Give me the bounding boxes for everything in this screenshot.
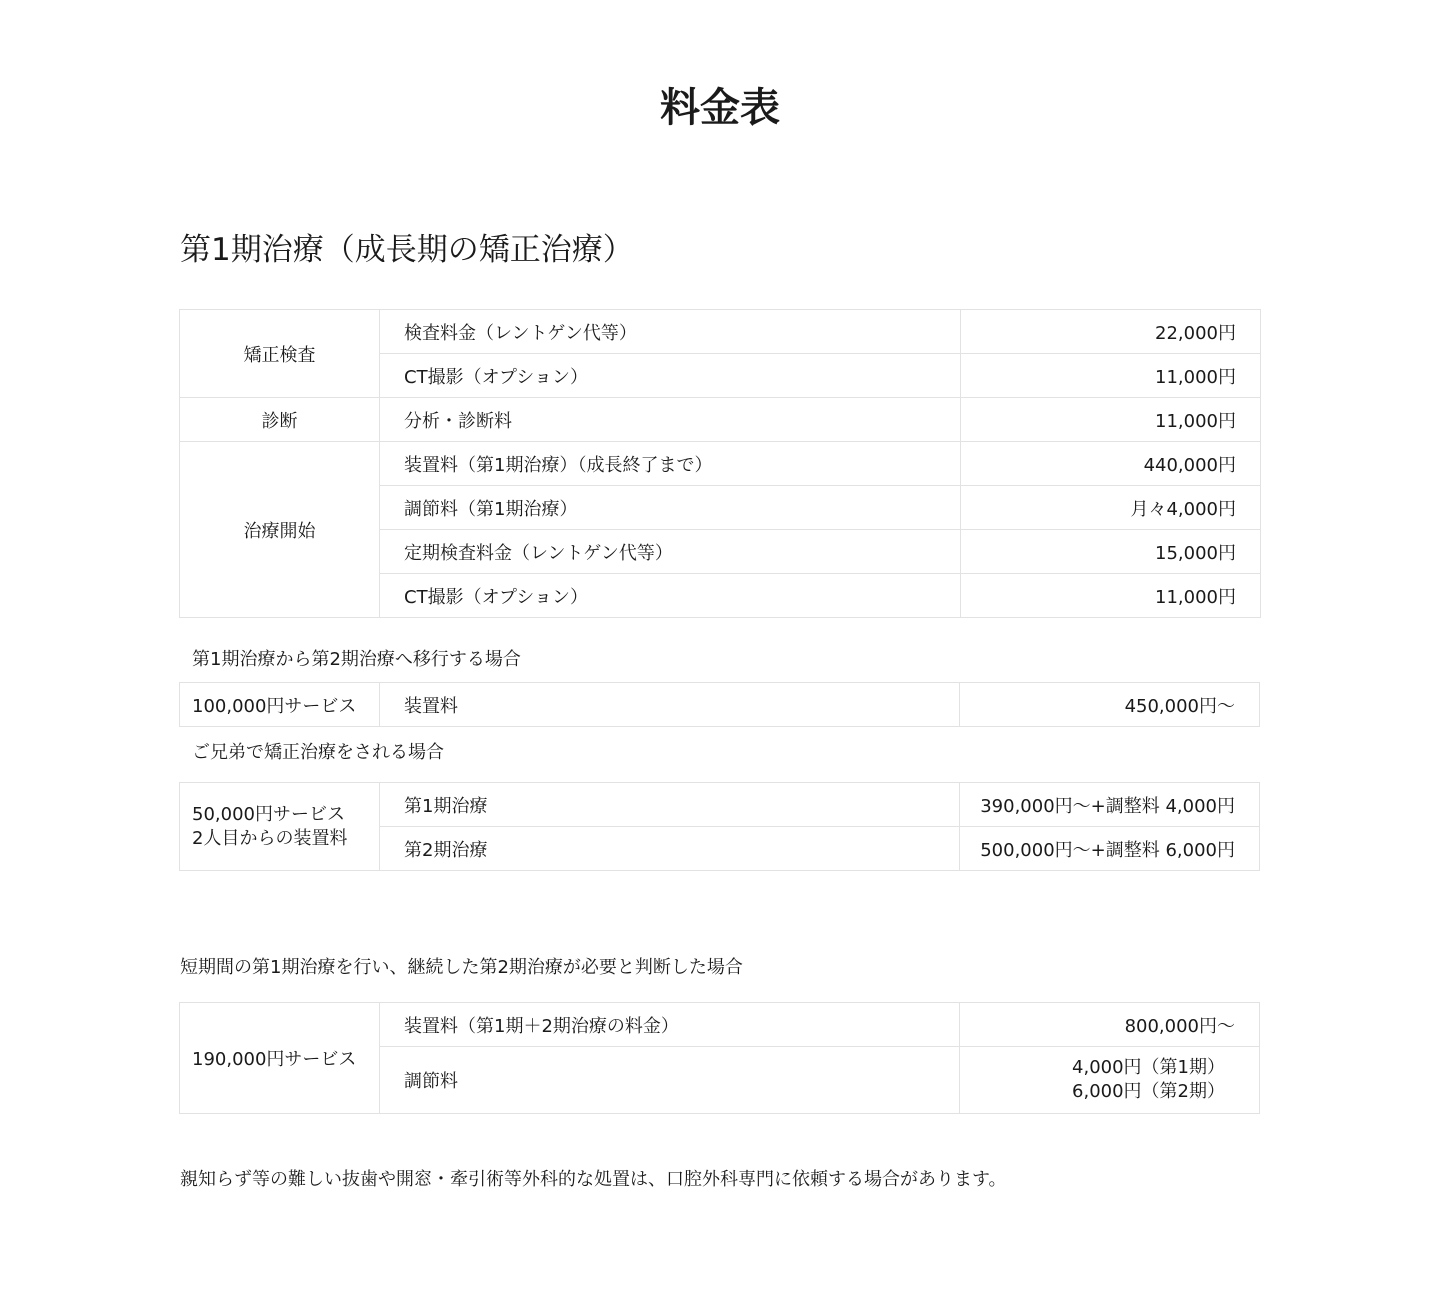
section-title: 第1期治療（成長期の矯正治療） <box>180 232 634 268</box>
price-cell: 390,000円〜+調整料 4,000円 <box>960 783 1260 827</box>
item-cell: 装置料 <box>380 683 960 727</box>
price-cell: 440,000円 <box>961 442 1261 486</box>
price-cell: 15,000円 <box>961 530 1261 574</box>
price-cell: 22,000円 <box>961 310 1261 354</box>
price-cell: 500,000円〜+調整料 6,000円 <box>960 827 1260 871</box>
category-cell: 診断 <box>180 398 380 442</box>
table-row <box>180 442 1261 486</box>
price-cell: 11,000円 <box>961 354 1261 398</box>
price-cell: 11,000円 <box>961 398 1261 442</box>
price-cell: 11,000円 <box>961 574 1261 618</box>
item-cell: 装置料（第1期＋2期治療の料金） <box>380 1003 960 1047</box>
item-cell: CT撮影（オプション） <box>380 574 961 618</box>
item-cell: 調節料（第1期治療） <box>380 486 961 530</box>
table-row <box>180 310 1261 354</box>
table-row <box>180 783 1260 827</box>
price-cell: 450,000円〜 <box>960 683 1260 727</box>
category-cell: 治療開始 <box>180 442 380 618</box>
service-cell: 50,000円サービス 2人目からの装置料 <box>180 783 380 871</box>
price-cell: 月々4,000円 <box>961 486 1261 530</box>
service-cell: 100,000円サービス <box>180 683 380 727</box>
table-row <box>180 398 1261 442</box>
siblings-caption: ご兄弟で矯正治療をされる場合 <box>192 742 444 763</box>
siblings-table <box>179 782 1260 871</box>
item-cell: 定期検査料金（レントゲン代等） <box>380 530 961 574</box>
transition-caption: 第1期治療から第2期治療へ移行する場合 <box>192 649 521 670</box>
transition-table <box>179 682 1260 727</box>
short-term-table <box>179 1002 1260 1114</box>
item-cell: 分析・診断料 <box>380 398 961 442</box>
table-row <box>180 683 1260 727</box>
item-cell: 検査料金（レントゲン代等） <box>380 310 961 354</box>
item-cell: 装置料（第1期治療）（成長終了まで） <box>380 442 961 486</box>
item-cell: 第2期治療 <box>380 827 960 871</box>
price-cell: 4,000円（第1期） 6,000円（第2期） <box>960 1047 1260 1114</box>
footer-note: 親知らず等の難しい抜歯や開窓・牽引術等外科的な処置は、口腔外科専門に依頼する場合があります。 <box>180 1169 1007 1190</box>
table-row <box>180 1003 1260 1047</box>
category-cell: 矯正検査 <box>180 310 380 398</box>
item-cell: 調節料 <box>380 1047 960 1114</box>
page-title: 料金表 <box>660 85 780 131</box>
service-cell: 190,000円サービス <box>180 1003 380 1114</box>
price-cell: 800,000円〜 <box>960 1003 1260 1047</box>
item-cell: CT撮影（オプション） <box>380 354 961 398</box>
main-price-table <box>179 309 1261 618</box>
short-term-caption: 短期間の第1期治療を行い、継続した第2期治療が必要と判断した場合 <box>180 957 743 978</box>
item-cell: 第1期治療 <box>380 783 960 827</box>
